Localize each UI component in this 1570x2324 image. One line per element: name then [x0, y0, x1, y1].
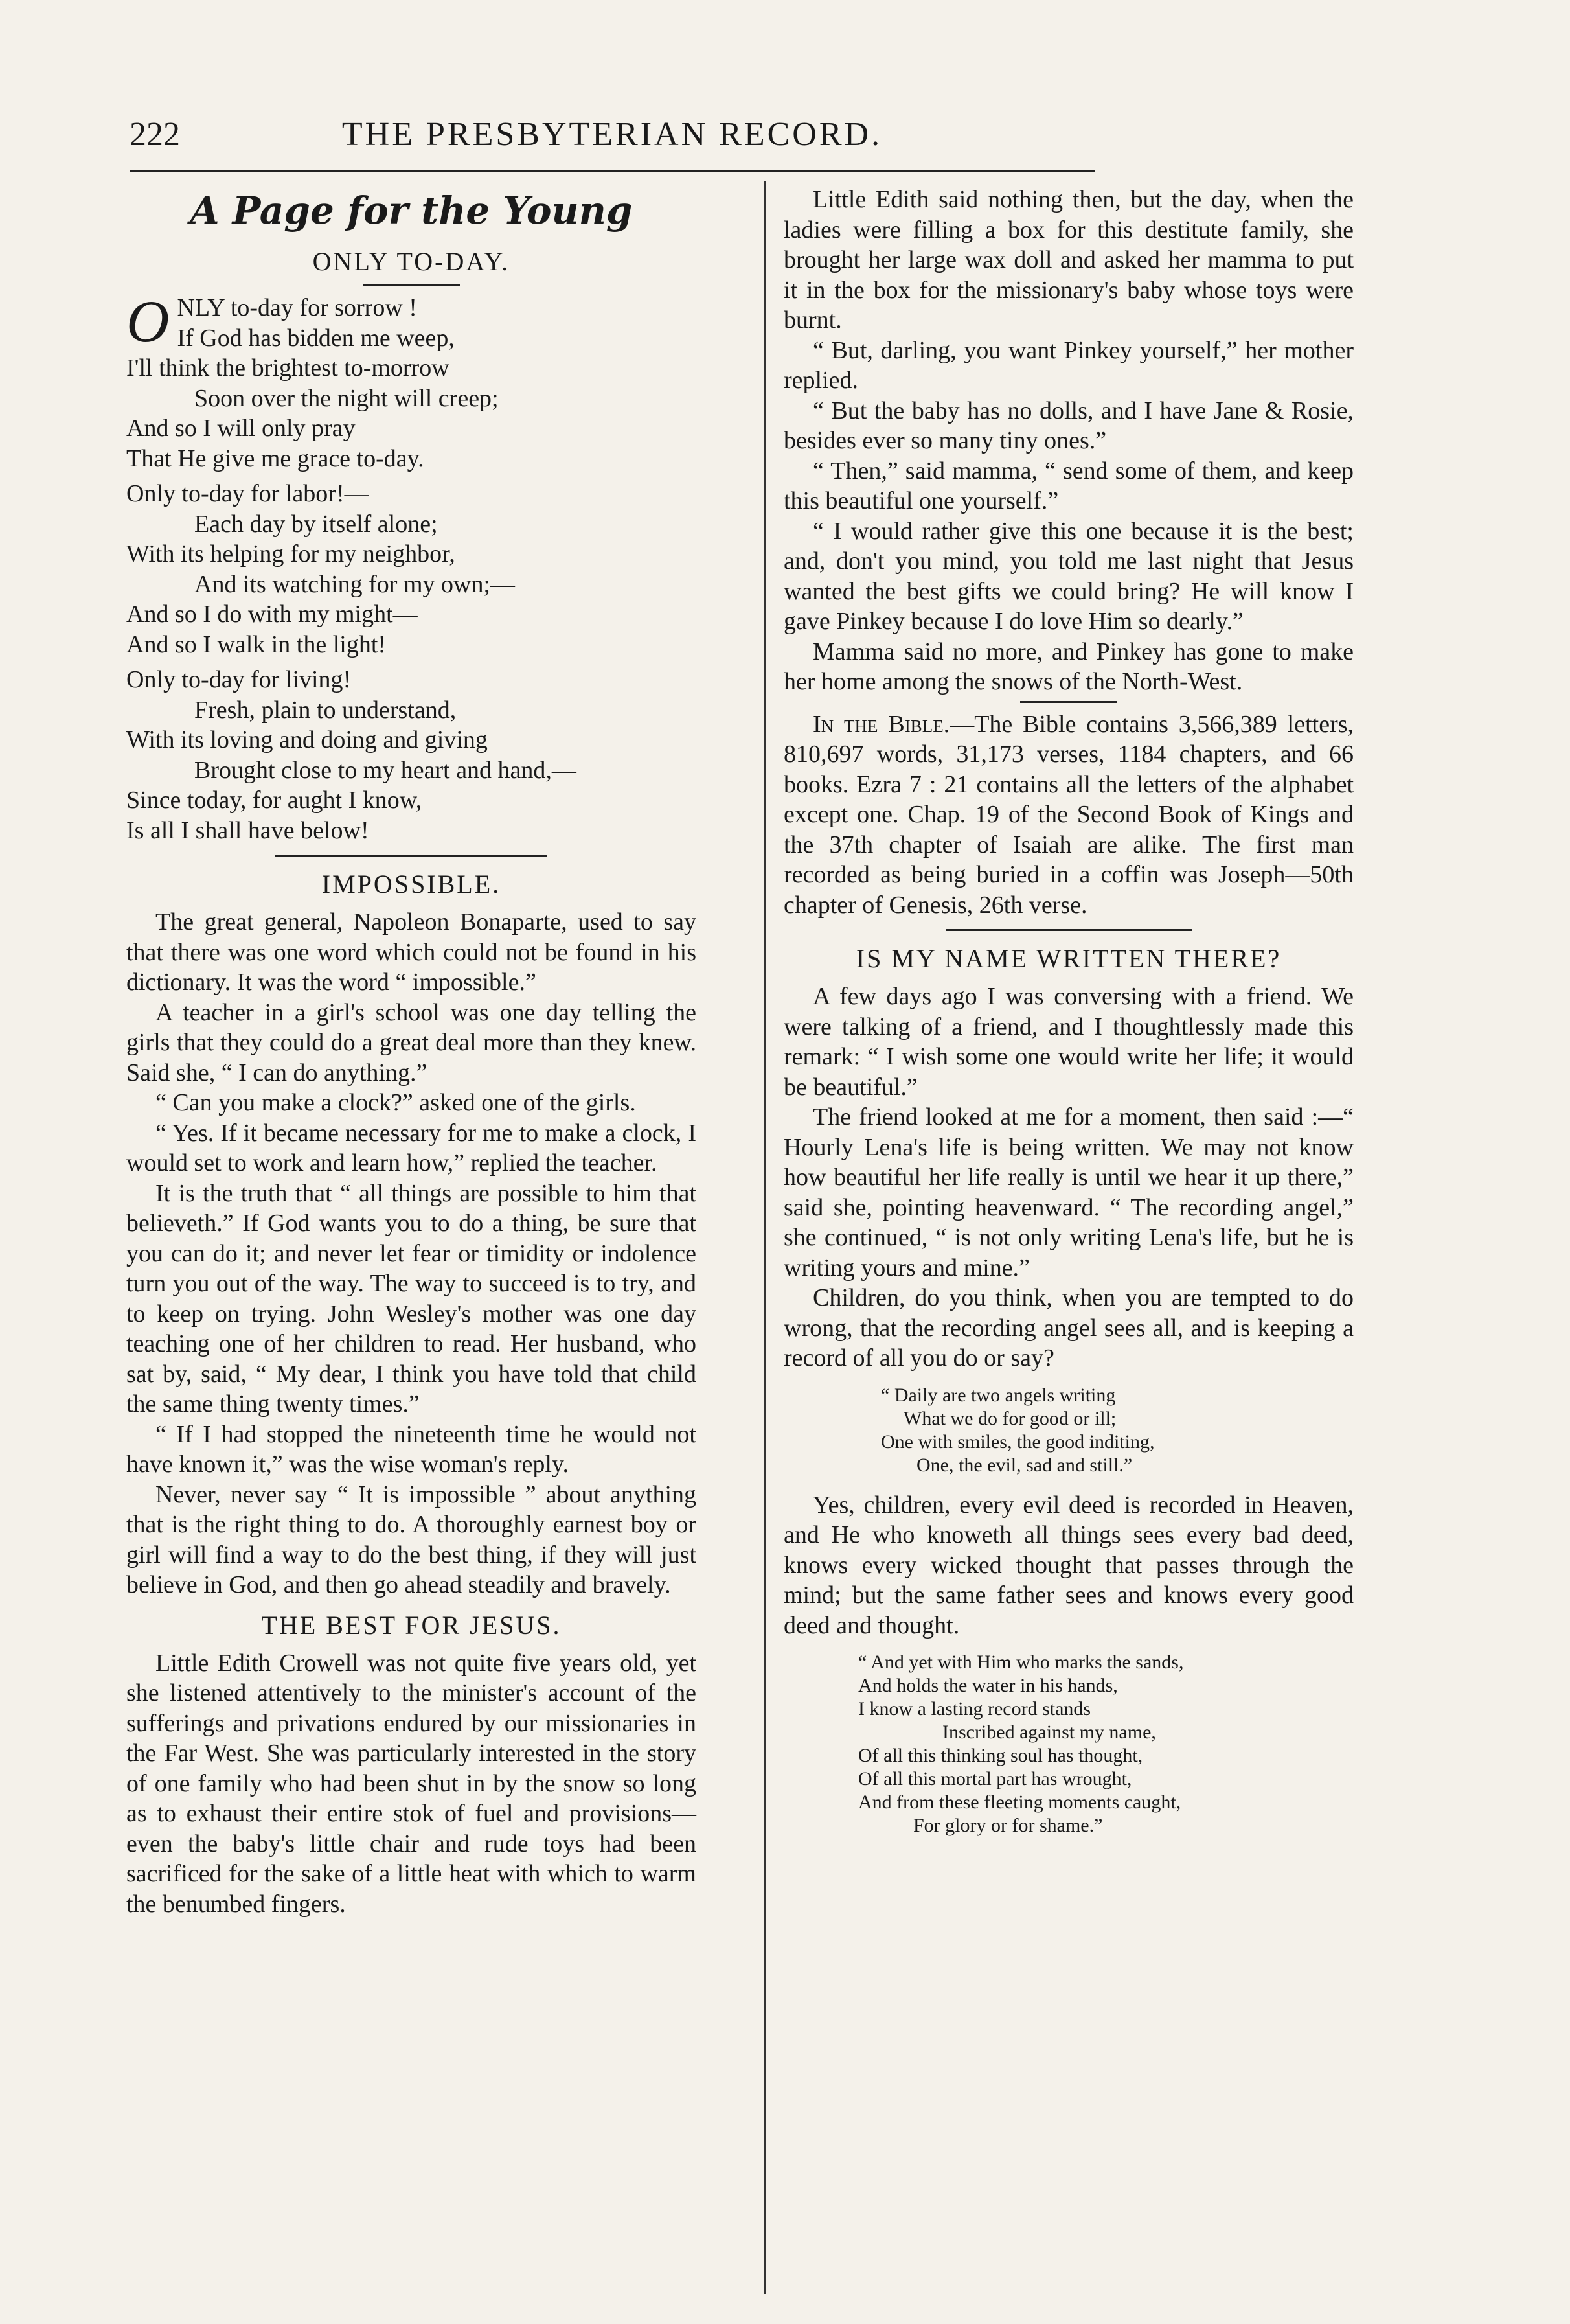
paragraph: Little Edith Crowell was not quite five years old, yet she listened attentively to the minister's account of the sufferings and privations endured by our missionaries in the Far West. She was particularly interested in the story of one family who had been shut in by the snow so long as to exhaust their entire stok of fuel and provisions—even the baby's little chair and rude toys had been sacrificed for the sake of a little heat with which to warm the benumbed fingers.	[126, 1649, 696, 1918]
paragraph: “ If I had stopped the nineteenth time he would not have known it,” was the wise woman's reply.	[126, 1420, 696, 1478]
poem-line: And its watching for my own;—	[194, 570, 516, 598]
poem-line: Each day by itself alone;	[194, 510, 438, 538]
verse-line: One, the evil, sad and still.”	[916, 1454, 1133, 1476]
section-rule	[275, 855, 547, 857]
poem-line: Brought close to my heart and hand,—	[194, 756, 576, 784]
verse-line: “ Daily are two angels writing	[881, 1384, 1116, 1406]
poem-only-today	[126, 288, 696, 846]
poem-line: And so I will only pray	[126, 415, 356, 442]
poem-line: Is all I shall have below!	[126, 816, 369, 844]
bible-facts-lead: In the Bible.	[813, 710, 950, 738]
poem-line: I'll think the brightest to-morrow	[126, 354, 449, 382]
paragraph: “ Can you make a clock?” asked one of the girls.	[155, 1089, 636, 1116]
paragraph: “ But, darling, you want Pinkey yourself,” her mother replied.	[784, 336, 1354, 394]
column-divider	[764, 181, 766, 2294]
right-column	[784, 185, 1354, 1850]
article-title-impossible: IMPOSSIBLE.	[321, 869, 501, 899]
paragraph: It is the truth that “ all things are possible to him that believeth.” If God wants you to do a thing, be sure that you can do it; and never let fear or timidity or indolence turn you out of the way. The way to succeed is to try, and to keep on trying. John Wesley's mother was one day teaching one of her children to read. Her husband, who sat by, said, “ My dear, I think you have told that child the same thing twenty times.”	[126, 1179, 696, 1418]
paragraph: Mamma said no more, and Pinkey has gone to make her home among the snows of the North-West.	[784, 638, 1354, 695]
article-title-best-for-jesus: THE BEST FOR JESUS.	[261, 1610, 562, 1640]
verse-line: I know a lasting record stands	[858, 1698, 1091, 1720]
poem-line: Soon over the night will creep;	[194, 384, 499, 412]
verse-line: For glory or for shame.”	[913, 1815, 1103, 1836]
verse-line: One with smiles, the good inditing,	[881, 1431, 1155, 1453]
bible-facts-text: —The Bible contains 3,566,389 letters, 810,697 words, 31,173 verses, 1184 chapters, and 66 books. Ezra 7 : 21 contains all the letters of the alphabet except one. Chap. 19 of the Second Book of Kings and the 37th chapter of Isaiah are alike. The first man recorded as being buried in a coffin was Joseph—50th chapter of Genesis, 26th verse.	[784, 710, 1354, 919]
poem-line: Only to-day for labor!—	[126, 480, 369, 507]
poem-line: Fresh, plain to understand,	[194, 696, 457, 724]
poem-line: And so I walk in the light!	[126, 630, 387, 658]
paragraph: “ Then,” said mamma, “ send some of them, and keep this beautiful one yourself.”	[784, 457, 1354, 514]
paragraph: Never, never say “ It is impossible ” about anything that is the right thing to do. A thoroughly earnest boy or girl will find a way to do the best thing, if they will just believe in God, and then go ahead steadily and bravely.	[126, 1480, 696, 1598]
poem-line: With its helping for my neighbor,	[126, 540, 455, 568]
paragraph: The friend looked at me for a moment, then said :—“ Hourly Lena's life is being written. We may not know how beautiful her life really is until we hear it up there,” said she, pointing heavenward. “ The recording angel,” she continued, “ is not only writing Lena's life, but he is writing yours and mine.”	[784, 1103, 1354, 1282]
paragraph: Yes, children, every evil deed is recorded in Heaven, and He who knoweth all things sees every bad deed, knows every wicked thought that passes through the mind; but the same father sees and knows every good deed and thought.	[784, 1491, 1354, 1639]
poem-line: Since today, for aught I know,	[126, 787, 422, 814]
header-rule	[130, 170, 1095, 172]
left-column	[126, 185, 696, 1919]
journal-title: THE PRESBYTERIAN RECORD.	[341, 116, 883, 153]
verse-line: What we do for good or ill;	[904, 1407, 1117, 1429]
verse-angels	[784, 1384, 1354, 1477]
paragraph: Children, do you think, when you are tempted to do wrong, that the recording angel sees all, and is keeping a record of all you do or say?	[784, 1284, 1354, 1372]
section-rule	[1020, 701, 1117, 703]
verse-line: And holds the water in his hands,	[858, 1675, 1118, 1696]
paragraph: “ But the baby has no dolls, and I have Jane & Rosie, besides ever so many tiny ones.”	[784, 397, 1354, 454]
dropcap-letter: O	[126, 288, 170, 354]
paragraph: Little Edith said nothing then, but the day, when the ladies were filling a box for this destitute family, she brought her large wax doll and asked her mamma to put it in the box for the missionary's baby whose toys were burnt.	[784, 186, 1354, 334]
poem-line: With its loving and doing and giving	[126, 726, 488, 754]
title-rule	[363, 284, 460, 286]
page-header	[130, 110, 1095, 162]
section-rule	[946, 929, 1192, 931]
verse-line: Of all this thinking soul has thought,	[858, 1745, 1143, 1766]
poem-line: If God has bidden me weep,	[177, 324, 455, 352]
paragraph: A teacher in a girl's school was one day telling the girls that they could do a great deal more than they knew. Said she, “ I can do anything.”	[126, 998, 696, 1087]
bible-facts-paragraph	[784, 709, 1354, 921]
verse-record	[784, 1651, 1354, 1837]
paragraph: “ I would rather give this one because it is the best; and, don't you mind, you told me last night that Jesus wanted the best gifts we could bring? He will know I gave Pinkey because I do love Him so dearly.”	[784, 517, 1354, 635]
poem-line: And so I do with my might—	[126, 601, 418, 628]
section-heading: A Page for the Young	[190, 189, 633, 233]
paragraph: A few days ago I was conversing with a friend. We were talking of a friend, and I thoughtlessly made this remark: “ I wish some one would write her life; it would be beautiful.”	[784, 983, 1354, 1101]
paragraph: The great general, Napoleon Bonaparte, used to say that there was one word which could not be found in his dictionary. It was the word “ impossible.”	[126, 908, 696, 996]
article-title-name-written: IS MY NAME WRITTEN THERE?	[856, 944, 1282, 973]
poem-title: ONLY TO-DAY.	[312, 247, 510, 276]
page-number: 222	[130, 116, 180, 153]
verse-line: “ And yet with Him who marks the sands,	[858, 1651, 1184, 1673]
poem-line: That He give me grace to-day.	[126, 444, 424, 472]
verse-line: Inscribed against my name,	[942, 1721, 1156, 1743]
verse-line: And from these fleeting moments caught,	[858, 1791, 1181, 1813]
poem-line: Only to-day for living!	[126, 666, 352, 693]
verse-line: Of all this mortal part has wrought,	[858, 1768, 1132, 1789]
paragraph: “ Yes. If it became necessary for me to make a clock, I would set to work and learn how,” replied the teacher.	[126, 1119, 696, 1177]
poem-line: NLY to-day for sorrow !	[177, 294, 417, 321]
